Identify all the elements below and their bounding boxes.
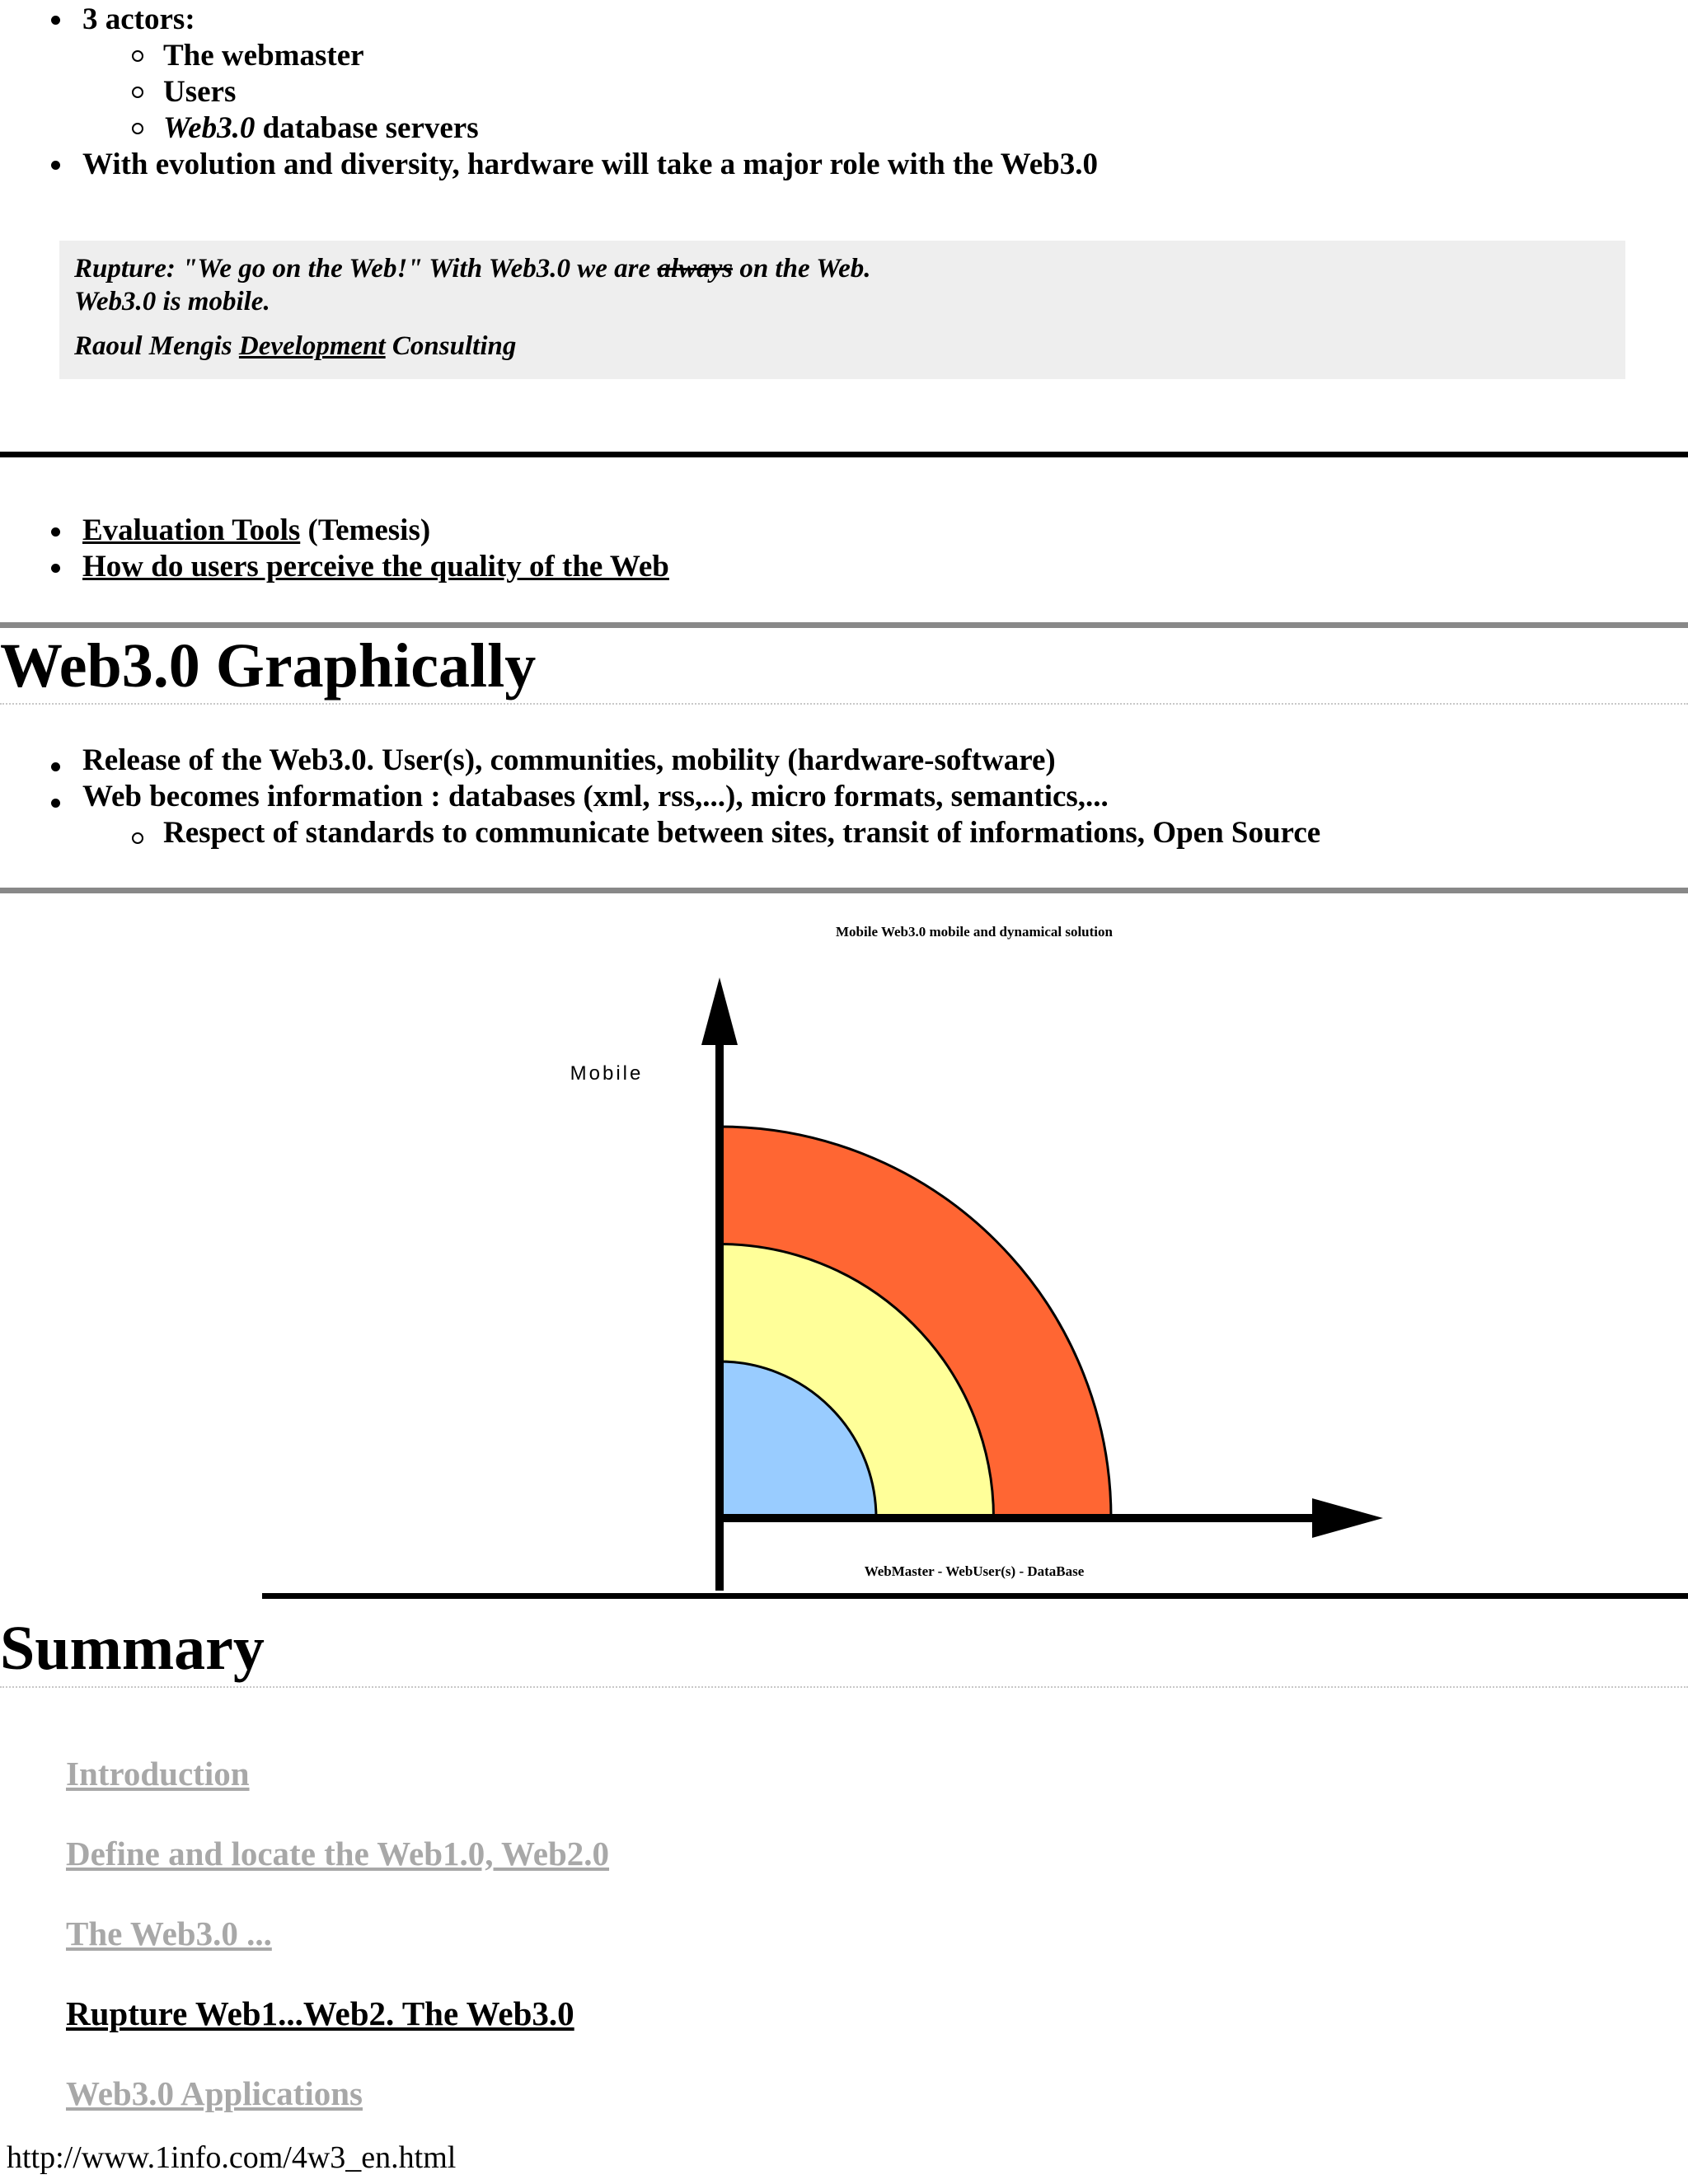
links-item-quality [82,549,669,585]
summary-heading: Summary [0,1614,265,1683]
bullet-circle-icon [132,87,143,98]
horizontal-rule-gray [0,888,1688,893]
diagram-xlabel: WebMaster - WebUser(s) - DataBase [864,1563,1085,1579]
diagram-title: Mobile Web3.0 mobile and dynamical solution [836,924,1113,940]
quality-of-web-link[interactable]: How do users perceive the quality of the Web [82,550,669,583]
quote-author: Raoul Mengis [74,331,239,361]
bullet-disc-icon [51,564,60,573]
section-heading-web3-graphically: Web3.0 Graphically [0,631,537,701]
bullet-circle-icon [132,50,143,62]
summary-link-define-web1-web2[interactable]: Define and locate the Web1.0, Web2.0 [66,1835,610,1872]
heading-underline [0,1686,1688,1688]
y-axis [715,1014,724,1591]
links-item-evaluation-tools [82,513,430,549]
quote-author-suffix: Consulting [385,331,517,361]
quote-line-2: Web3.0 is mobile. [74,287,270,316]
bullet-disc-icon [51,762,60,771]
section1-bullet-2: Web becomes information : databases (xml, rss,...), micro formats, semantics,... [82,780,1109,813]
horizontal-rule [262,1593,1688,1599]
quote-strikethrough: always [657,254,734,284]
diagram-ylabel: Mobile [570,1062,644,1085]
quote-line-1 [74,254,871,284]
x-axis-arrow-icon [1312,1498,1383,1538]
summary-link-the-web3[interactable]: The Web3.0 ... [66,1915,272,1952]
y-axis-arrow-icon [701,977,738,1045]
quote-line-3 [74,331,516,362]
actor-web3-italic: Web3.0 [163,111,256,145]
section1-bullet-1: Release of the Web3.0. User(s), communities, mobility (hardware-software) [82,743,1056,777]
actor-webmaster: The webmaster [163,39,364,73]
summary-link-web3-applications[interactable]: Web3.0 Applications [66,2074,363,2112]
development-link[interactable]: Development [238,331,386,361]
bullet-circle-icon [132,832,143,844]
diagram-rings [720,1127,1111,1518]
x-axis [715,1514,1325,1522]
bullet-disc-icon [51,16,60,25]
page-url: http://www.1info.com/4w3_en.html [7,2140,457,2175]
section1-sub-bullet: Respect of standards to communicate between sites, transit of informations, Open Source [163,816,1321,850]
summary-link-rupture[interactable]: Rupture Web1...Web2. The Web3.0 [66,1994,574,2032]
web3-mobile-diagram [0,907,1688,1591]
actor-web3-rest: database servers [255,111,479,145]
actors-heading: 3 actors: [82,2,195,36]
evaluation-tools-link[interactable]: Evaluation Tools [82,513,301,547]
bullet-disc-icon [51,799,60,808]
bullet-disc-icon [51,161,60,170]
actor-users: Users [163,75,237,109]
heading-underline [0,703,1688,705]
quote-text: on the Web. [733,254,871,284]
horizontal-rule-gray [0,622,1688,628]
bullet-disc-icon [51,527,60,537]
actor-database-servers [163,110,479,147]
horizontal-rule [0,452,1688,457]
temesis-text: (Temesis) [300,513,431,547]
quote-text: Rupture: "We go on the Web!" With Web3.0 we are [74,254,658,284]
bullet-circle-icon [132,123,143,134]
summary-link-introduction[interactable]: Introduction [66,1755,250,1793]
hardware-note: With evolution and diversity, hardware will take a major role with the Web3.0 [82,148,1099,181]
